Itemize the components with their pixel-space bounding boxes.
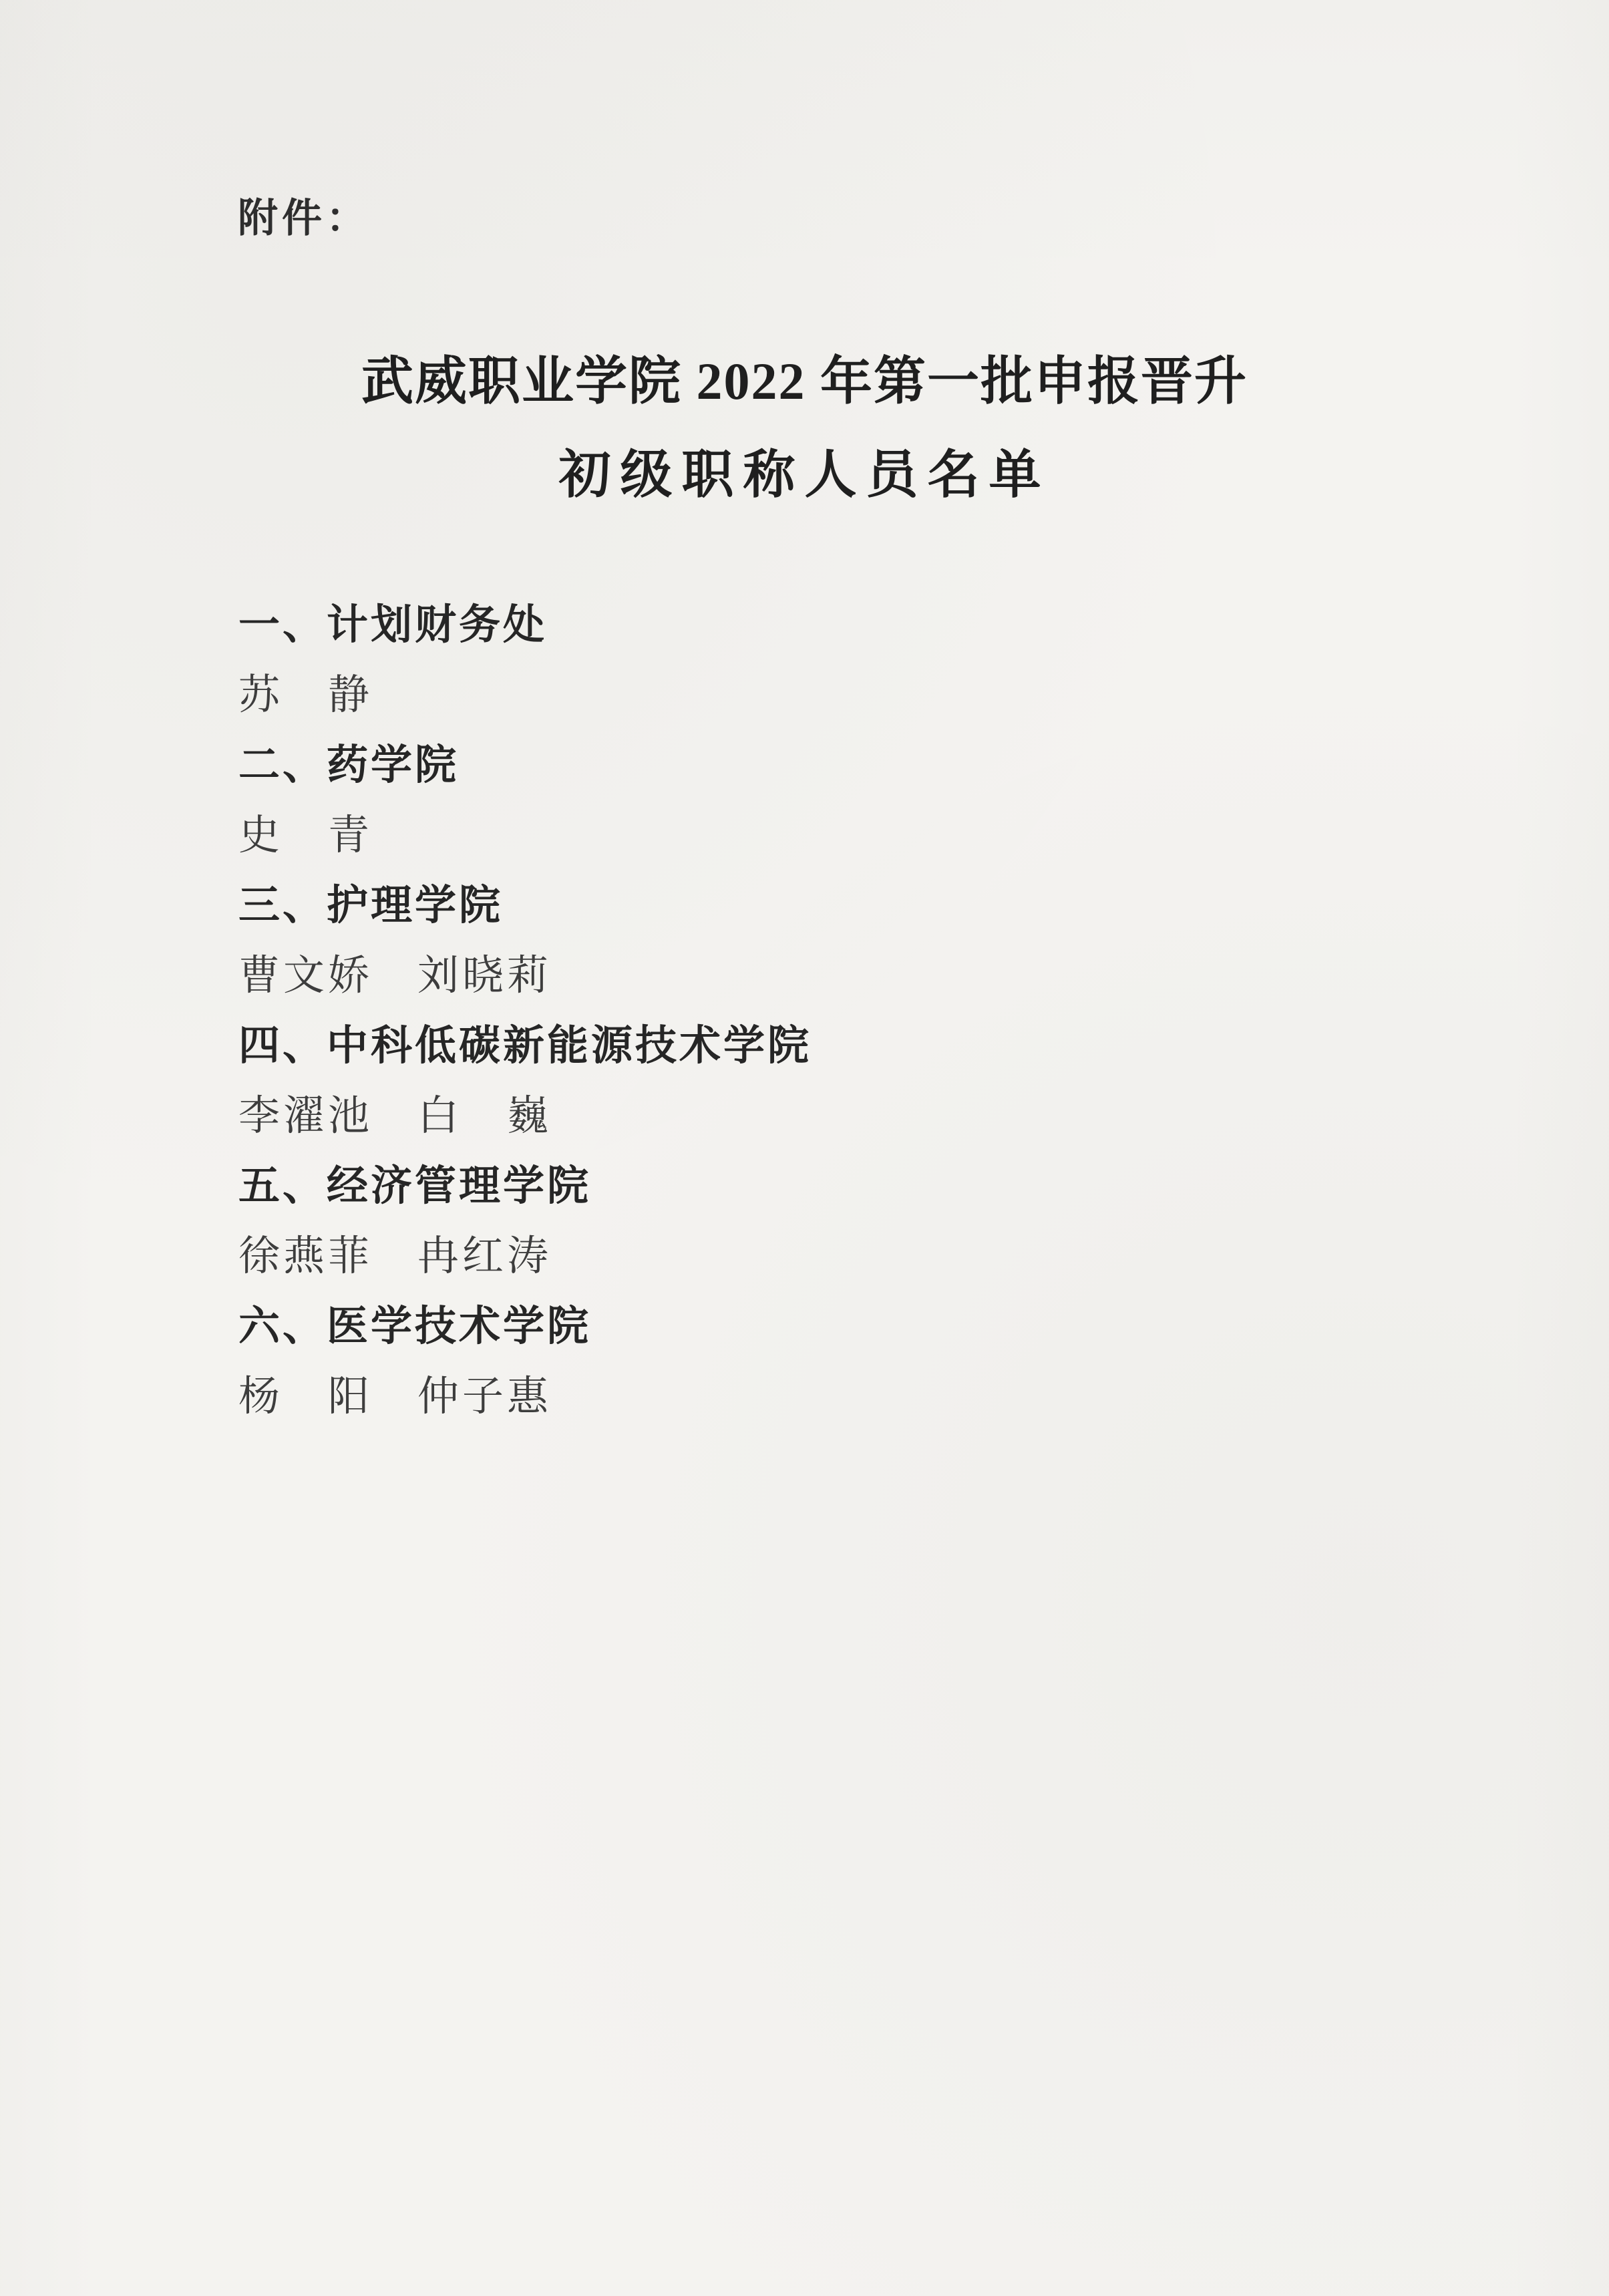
title-line-1: 武威职业学院 2022 年第一批申报晋升 xyxy=(361,352,1248,410)
section-heading: 二、药学院 xyxy=(238,742,460,788)
section-names: 曹文娇 刘晓莉 xyxy=(238,953,552,999)
personnel-list xyxy=(238,586,1542,1428)
section-heading: 三、护理学院 xyxy=(238,882,504,929)
section-names: 徐燕菲 冉红涛 xyxy=(238,1234,552,1279)
attachment-label: 附件： xyxy=(238,196,370,240)
document-title xyxy=(0,353,1609,504)
section-names: 史 青 xyxy=(238,813,373,858)
section-names: 杨 阳 仲子惠 xyxy=(238,1374,552,1420)
section-names: 苏 静 xyxy=(238,673,373,718)
title-line-2: 初级职称人员名单 xyxy=(558,446,1051,504)
section-heading: 四、中科低碳新能源技术学院 xyxy=(238,1023,812,1069)
section-heading: 五、经济管理学院 xyxy=(238,1163,592,1209)
section-heading: 六、医学技术学院 xyxy=(238,1303,592,1349)
section-names: 李濯池 白 巍 xyxy=(238,1094,552,1139)
section-heading: 一、计划财务处 xyxy=(238,602,548,648)
